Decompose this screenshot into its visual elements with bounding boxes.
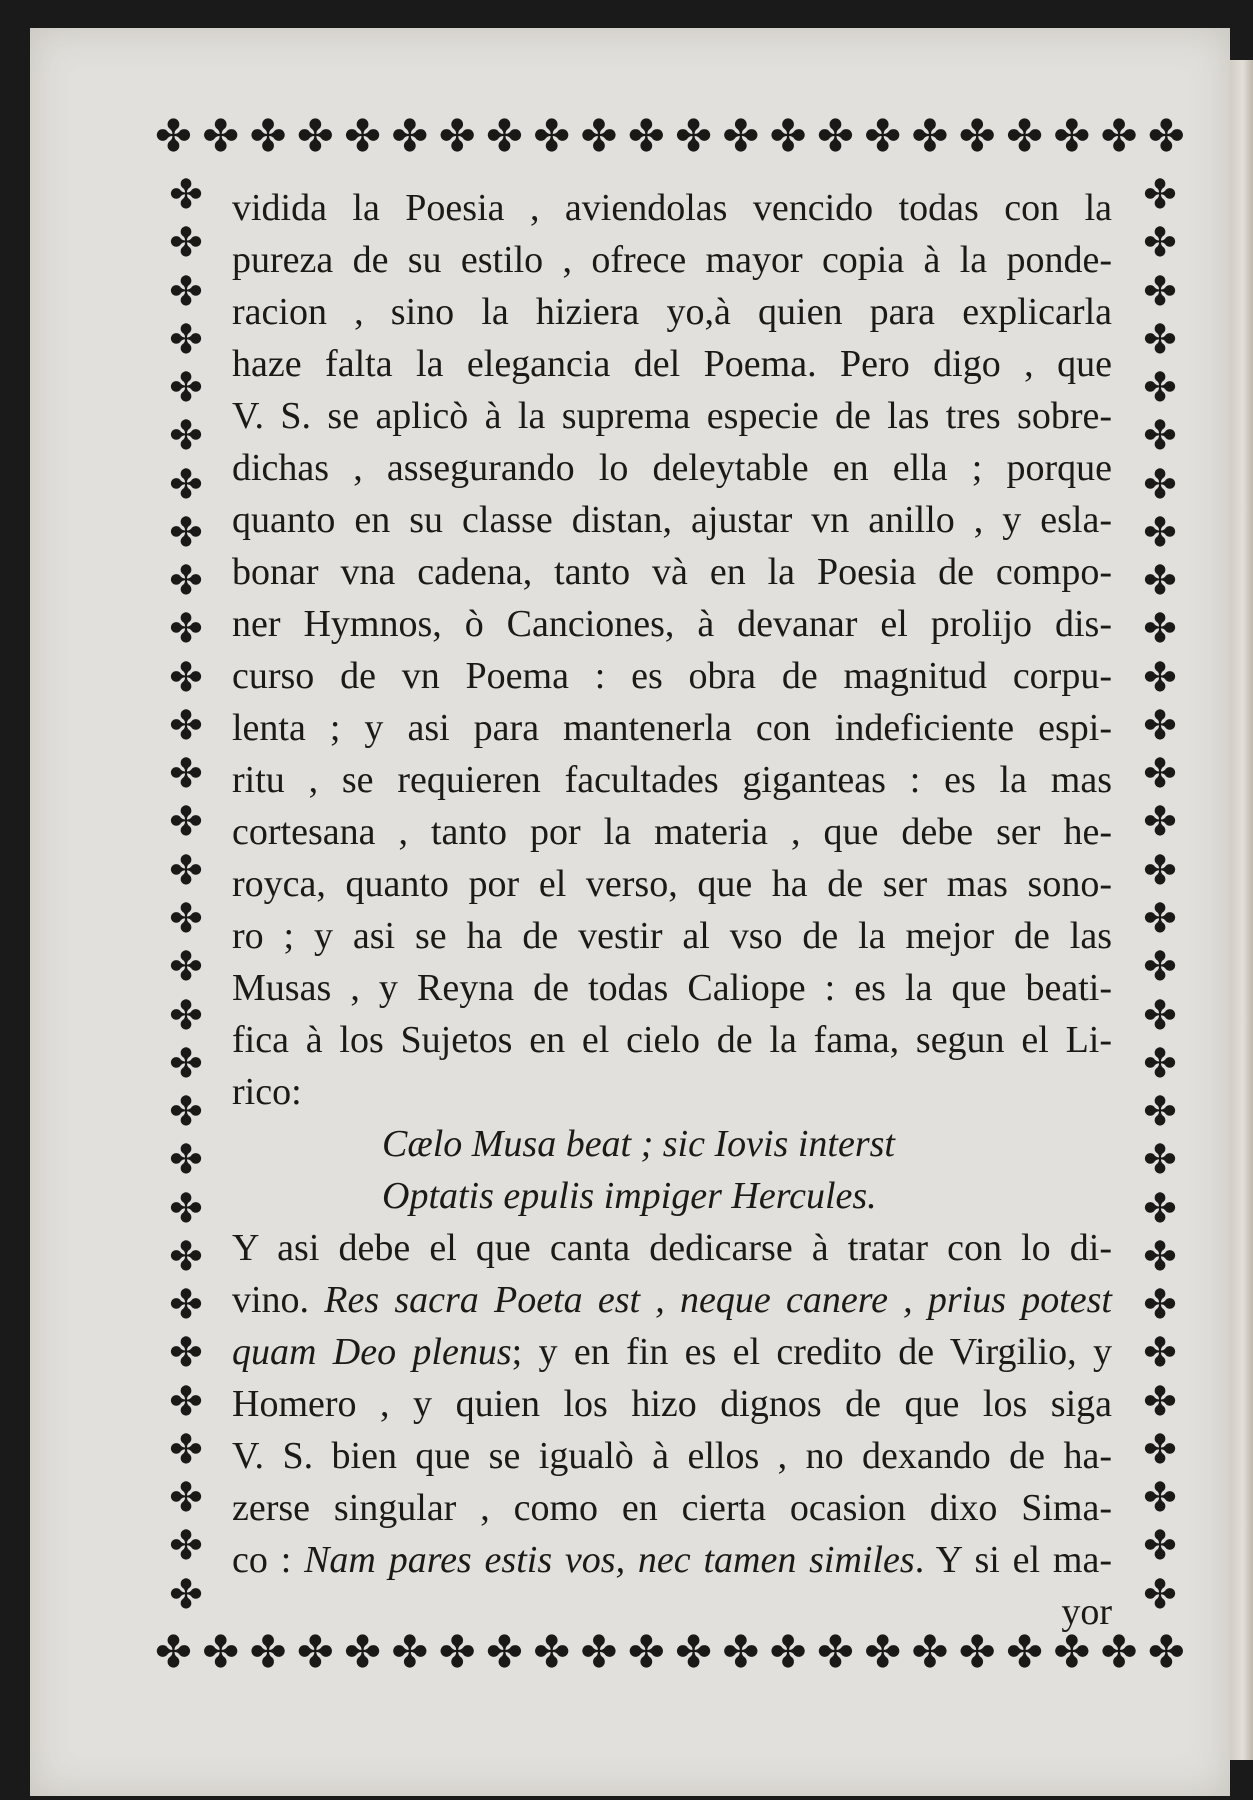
- fleuron-icon: ✤: [627, 111, 665, 162]
- fleuron-icon: ✤: [1143, 220, 1177, 267]
- text-line: dichas , assegurando lo deleytable en ella ; porque: [232, 447, 1112, 489]
- fleuron-icon: ✤: [202, 1627, 240, 1678]
- fleuron-icon: ✤: [769, 1627, 807, 1678]
- fleuron-icon: ✤: [1006, 111, 1043, 162]
- fleuron-icon: ✤: [169, 751, 203, 798]
- fleuron-icon: ✤: [169, 895, 203, 942]
- fleuron-icon: ✤: [1143, 702, 1177, 749]
- fleuron-icon: ✤: [1143, 1426, 1177, 1473]
- fleuron-icon: ✤: [1143, 895, 1177, 942]
- fleuron-icon: ✤: [1143, 509, 1177, 556]
- fleuron-icon: ✤: [1143, 558, 1177, 605]
- text-line: [232, 1326, 1112, 1378]
- fleuron-icon: ✤: [1143, 365, 1177, 412]
- text-line: royca, quanto por el verso, que ha de ser mas sono-: [232, 863, 1112, 905]
- fleuron-icon: ✤: [169, 1185, 203, 1232]
- fleuron-icon: ✤: [296, 111, 334, 162]
- fleuron-icon: ✤: [1143, 992, 1177, 1039]
- fleuron-icon: ✤: [1143, 461, 1177, 508]
- fleuron-icon: ✤: [1147, 111, 1185, 162]
- fleuron-icon: ✤: [1143, 268, 1177, 315]
- text-roman: ; y en fin es el credito de Virgilio, y: [511, 1331, 1112, 1373]
- ornamental-border-right: [1134, 172, 1186, 1618]
- fleuron-icon: ✤: [438, 111, 476, 162]
- text-roman: vino.: [232, 1279, 325, 1321]
- text-line: zerse singular , como en cierta ocasion dixo Sima-: [232, 1487, 1112, 1529]
- fleuron-icon: ✤: [1143, 799, 1177, 846]
- body-text: [232, 182, 1112, 1638]
- fleuron-icon: ✤: [391, 1627, 429, 1678]
- fleuron-icon: ✤: [344, 1627, 381, 1678]
- text-line: [232, 1274, 1112, 1326]
- fleuron-icon: ✤: [958, 111, 996, 162]
- fleuron-icon: ✤: [1143, 944, 1177, 991]
- fleuron-icon: ✤: [1143, 1089, 1177, 1136]
- fleuron-icon: ✤: [1143, 1475, 1177, 1522]
- text-line: V. S. bien que se igualò à ellos , no dexando de ha-: [232, 1435, 1112, 1477]
- fleuron-icon: ✤: [169, 992, 203, 1039]
- fleuron-icon: ✤: [169, 702, 203, 749]
- fleuron-icon: ✤: [864, 1627, 902, 1678]
- fleuron-icon: ✤: [169, 172, 203, 218]
- text-roman: co :: [232, 1539, 305, 1581]
- latin-quotation: quam Deo plenus: [232, 1331, 512, 1373]
- fleuron-icon: ✤: [580, 1627, 618, 1678]
- fleuron-icon: ✤: [1143, 1040, 1177, 1087]
- fleuron-icon: ✤: [169, 268, 203, 315]
- fleuron-icon: ✤: [816, 1627, 854, 1678]
- fleuron-icon: ✤: [533, 1627, 571, 1678]
- fleuron-icon: ✤: [155, 111, 192, 162]
- text-line: bonar vna cadena, tanto và en la Poesia de compo-: [232, 551, 1112, 593]
- fleuron-icon: ✤: [1143, 1282, 1177, 1329]
- fleuron-icon: ✤: [1143, 847, 1177, 894]
- text-line: rico:: [232, 1071, 302, 1113]
- fleuron-icon: ✤: [722, 111, 760, 162]
- fleuron-icon: ✤: [1143, 1137, 1177, 1184]
- text-line: racion , sino la hiziera yo,à quien para explicarla: [232, 291, 1112, 333]
- fleuron-icon: ✤: [344, 111, 381, 162]
- text-line: Y asi debe el que canta dedicarse à tratar con lo di-: [232, 1227, 1112, 1269]
- fleuron-icon: ✤: [1100, 1627, 1138, 1678]
- fleuron-icon: ✤: [1143, 1523, 1177, 1570]
- fleuron-icon: ✤: [1143, 1330, 1177, 1377]
- fleuron-icon: ✤: [1143, 751, 1177, 798]
- text-roman: . Y si el ma-: [914, 1539, 1112, 1581]
- text-line: haze falta la elegancia del Poema. Pero digo , que: [232, 343, 1112, 385]
- latin-quotation: Nam pares estis vos, nec tamen similes: [304, 1539, 915, 1581]
- fleuron-icon: ✤: [580, 111, 618, 162]
- fleuron-icon: ✤: [1100, 111, 1138, 162]
- fleuron-icon: ✤: [769, 111, 807, 162]
- fleuron-icon: ✤: [485, 1627, 523, 1678]
- fleuron-icon: ✤: [169, 1523, 203, 1570]
- fleuron-icon: ✤: [816, 111, 854, 162]
- fleuron-icon: ✤: [169, 461, 203, 508]
- fleuron-icon: ✤: [485, 111, 523, 162]
- fleuron-icon: ✤: [1143, 1185, 1177, 1232]
- fleuron-icon: ✤: [1053, 1627, 1091, 1678]
- fleuron-icon: ✤: [169, 558, 203, 605]
- fleuron-icon: ✤: [169, 413, 203, 460]
- fleuron-icon: ✤: [1143, 1233, 1177, 1280]
- fleuron-icon: ✤: [533, 111, 571, 162]
- fleuron-icon: ✤: [169, 1089, 203, 1136]
- text-line: ner Hymnos, ò Canciones, à devanar el prolijo dis-: [232, 603, 1112, 645]
- text-line: ro ; y asi se ha de vestir al vso de la mejor de las: [232, 915, 1112, 957]
- fleuron-icon: ✤: [169, 365, 203, 412]
- fleuron-icon: ✤: [169, 1571, 203, 1618]
- text-line: [232, 1534, 1112, 1586]
- text-line: curso de vn Poema : es obra de magnitud corpu-: [232, 655, 1112, 697]
- fleuron-icon: ✤: [169, 847, 203, 894]
- latin-verse-line: Cælo Musa beat ; sic Iovis interst: [382, 1123, 895, 1165]
- fleuron-icon: ✤: [1143, 172, 1177, 218]
- fleuron-icon: ✤: [169, 1137, 203, 1184]
- fleuron-icon: ✤: [169, 799, 203, 846]
- fleuron-icon: ✤: [155, 1627, 192, 1678]
- text-line: V. S. se aplicò à la suprema especie de las tres sobre-: [232, 395, 1112, 437]
- fleuron-icon: ✤: [169, 654, 203, 701]
- ornamental-border-left: [160, 172, 212, 1618]
- fleuron-icon: ✤: [1143, 316, 1177, 363]
- text-line: cortesana , tanto por la materia , que debe ser he-: [232, 811, 1112, 853]
- fleuron-icon: ✤: [675, 1627, 712, 1678]
- fleuron-icon: ✤: [249, 111, 287, 162]
- fleuron-icon: ✤: [722, 1627, 760, 1678]
- text-line: lenta ; y asi para mantenerla con indeficiente espi-: [232, 707, 1112, 749]
- fleuron-icon: ✤: [169, 1426, 203, 1473]
- fleuron-icon: ✤: [1143, 413, 1177, 460]
- fleuron-icon: ✤: [169, 1233, 203, 1280]
- fleuron-icon: ✤: [1143, 654, 1177, 701]
- text-line: ritu , se requieren facultades giganteas : es la mas: [232, 759, 1112, 801]
- fleuron-icon: ✤: [249, 1627, 287, 1678]
- text-line: quanto en su classe distan, ajustar vn anillo , y esla-: [232, 499, 1112, 541]
- fleuron-icon: ✤: [202, 111, 240, 162]
- text-line: pureza de su estilo , ofrece mayor copia à la ponde-: [232, 239, 1112, 281]
- text-line: Musas , y Reyna de todas Caliope : es la que beati-: [232, 967, 1112, 1009]
- text-line: fica à los Sujetos en el cielo de la fama, segun el Li-: [232, 1019, 1112, 1061]
- fleuron-icon: ✤: [169, 1378, 203, 1425]
- fleuron-icon: ✤: [1143, 1378, 1177, 1425]
- fleuron-icon: ✤: [864, 111, 902, 162]
- fleuron-icon: ✤: [911, 1627, 949, 1678]
- fleuron-icon: ✤: [1053, 111, 1091, 162]
- catchword: yor: [1061, 1591, 1112, 1633]
- fleuron-icon: ✤: [675, 111, 712, 162]
- fleuron-icon: ✤: [169, 220, 203, 267]
- fleuron-icon: ✤: [169, 606, 203, 653]
- fleuron-icon: ✤: [169, 1040, 203, 1087]
- fleuron-icon: ✤: [958, 1627, 996, 1678]
- fleuron-icon: ✤: [1147, 1627, 1185, 1678]
- text-line: vidida la Poesia , aviendolas vencido todas con la: [232, 187, 1112, 229]
- fleuron-icon: ✤: [627, 1627, 665, 1678]
- fleuron-icon: ✤: [169, 316, 203, 363]
- fleuron-icon: ✤: [296, 1627, 334, 1678]
- fleuron-icon: ✤: [1143, 606, 1177, 653]
- latin-verse-line: Optatis epulis impiger Hercules.: [382, 1175, 877, 1217]
- fleuron-icon: ✤: [1006, 1627, 1043, 1678]
- fleuron-icon: ✤: [438, 1627, 476, 1678]
- ornamental-border-top: [155, 112, 1185, 162]
- latin-quotation: Res sacra Poeta est , neque canere , prius potest: [324, 1279, 1112, 1321]
- fleuron-icon: ✤: [169, 1475, 203, 1522]
- fleuron-icon: ✤: [911, 111, 949, 162]
- fleuron-icon: ✤: [169, 944, 203, 991]
- fleuron-icon: ✤: [169, 1282, 203, 1329]
- fleuron-icon: ✤: [169, 1330, 203, 1377]
- text-line: Homero , y quien los hizo dignos de que los siga: [232, 1383, 1112, 1425]
- fleuron-icon: ✤: [391, 111, 429, 162]
- fleuron-icon: ✤: [169, 509, 203, 556]
- adjacent-page-edge: [1228, 60, 1253, 1760]
- fleuron-icon: ✤: [1143, 1571, 1177, 1618]
